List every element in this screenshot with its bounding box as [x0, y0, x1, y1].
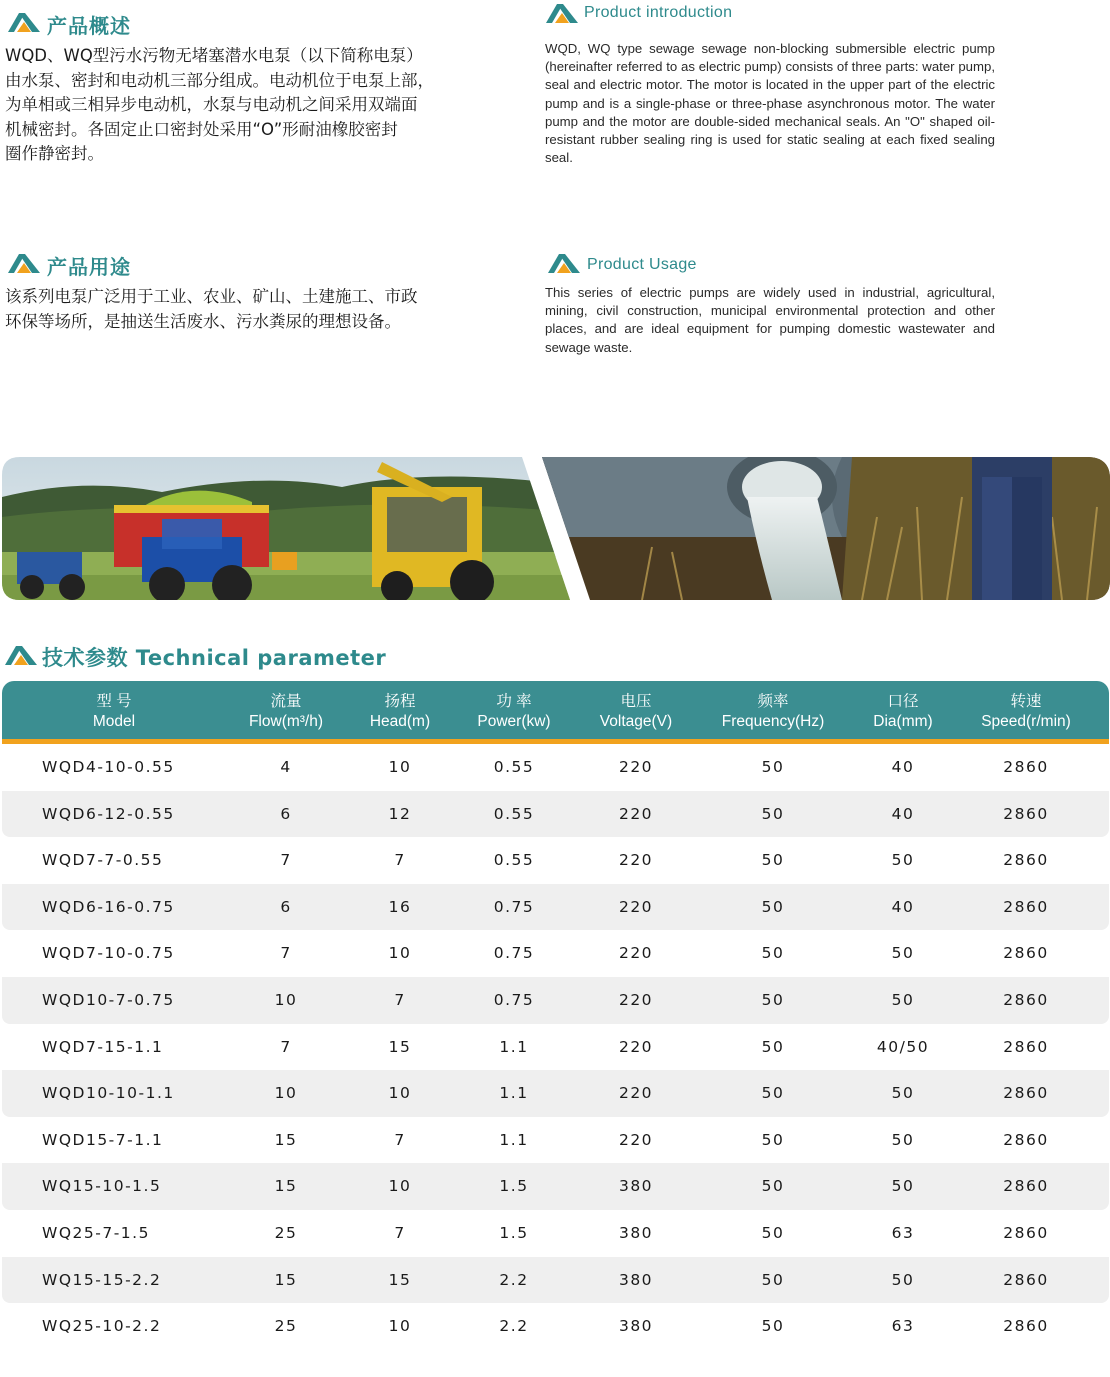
column-header-cn: 扬程 [384, 693, 416, 710]
table-cell: 220 [618, 1037, 654, 1056]
model-cell: WQD10-7-0.75 [42, 990, 175, 1009]
table-cell: 220 [618, 758, 654, 776]
water-pipe-photo [542, 457, 1110, 600]
table-cell: 2860 [1003, 758, 1049, 776]
table-cell: 40 [891, 897, 915, 916]
column-header-en: Speed(r/min) [981, 713, 1071, 730]
table-cell: 63 [891, 1223, 915, 1242]
table-cell: 0.75 [493, 990, 535, 1009]
table-cell: 7 [394, 990, 406, 1009]
usage-body-en: This series of electric pumps are widely used in industrial, agricultural, mining, civil construction, municipal environmental protection and other places, and are ideal equipment for pumping domestic wastewater and sewage waste. [545, 285, 995, 355]
table-cell: 15 [388, 1270, 412, 1289]
column-header-en: Head(m) [369, 713, 431, 730]
table-body [2, 744, 1109, 1350]
table-cell: 6 [280, 897, 292, 916]
table-cell: 15 [274, 1177, 298, 1196]
usage-cn-line: 该系列电泵广泛用于工业、农业、矿山、土建施工、市政 [5, 287, 418, 306]
model-cell: WQD7-7-0.55 [42, 851, 164, 870]
table-row [2, 884, 1109, 931]
table-cell: 50 [761, 851, 785, 870]
column-header-en: Frequency(Hz) [721, 713, 825, 730]
table-cell: 12 [388, 804, 412, 823]
tech-title: 技术参数 Technical parameter [42, 646, 387, 670]
brand-logo-icon [544, 2, 580, 24]
column-header-cn: 频率 [757, 693, 789, 710]
table-cell: 2860 [1003, 1177, 1049, 1196]
table-cell: 50 [761, 1223, 785, 1242]
intro-body-en: WQD, WQ type sewage sewage non-blocking submersible electric pump (hereinafter referred to as electric pump) consists of three parts: water pump, seal and electric motor. The motor is located in the upper part of the electric pump and is a single-phase or three-phase asynchronous motor. The water pump and the motor are double-sided mechanical seals. An "O" shaped oil-resistant rubber sealing ring is used for static sealing at each fixed sealing seal. [545, 41, 995, 166]
table-cell: 1.1 [499, 1130, 529, 1149]
table-cell: 2860 [1003, 897, 1049, 916]
table-cell: 16 [388, 897, 412, 916]
model-cell: WQD7-15-1.1 [42, 1037, 164, 1056]
column-header-en: Voltage(V) [599, 713, 673, 730]
table-cell: 50 [891, 1270, 915, 1289]
table-cell: 10 [388, 1177, 412, 1196]
table-cell: 2860 [1003, 990, 1049, 1009]
usage-body-cn [5, 285, 475, 334]
table-row [2, 1303, 1109, 1350]
column-header [226, 692, 346, 732]
table-cell: 25 [274, 1317, 298, 1336]
table-cell: 2860 [1003, 1223, 1049, 1242]
brand-logo-icon [546, 252, 582, 274]
table-cell: 1.5 [499, 1223, 529, 1242]
intro-title-cn: 产品概述 [47, 14, 131, 38]
table-cell: 220 [618, 1130, 654, 1149]
table-cell: 2860 [1003, 1037, 1049, 1056]
table-cell: 50 [891, 1177, 915, 1196]
column-header-en: Model [92, 713, 136, 730]
model-cell: WQ25-10-2.2 [42, 1317, 162, 1336]
column-header-en: Flow(m³/h) [248, 713, 324, 730]
model-cell: WQD15-7-1.1 [42, 1130, 164, 1149]
table-cell: 10 [388, 944, 412, 963]
table-cell: 7 [280, 851, 292, 870]
table-cell: 10 [274, 1084, 298, 1103]
model-cell: WQD6-12-0.55 [42, 804, 175, 823]
table-cell: 220 [618, 897, 654, 916]
table-cell: 2860 [1003, 1317, 1049, 1336]
table-cell: 380 [618, 1270, 654, 1289]
table-cell: 50 [761, 1084, 785, 1103]
table-cell: 15 [388, 1037, 412, 1056]
table-cell: 220 [618, 804, 654, 823]
table-row [2, 1163, 1109, 1210]
table-cell: 2860 [1003, 804, 1049, 823]
column-header-cn: 型 号 [96, 693, 132, 710]
column-header-en: Dia(mm) [873, 713, 933, 730]
intro-cn-line: 由水泵、密封和电动机三部分组成。电动机位于电泵上部， [5, 70, 434, 90]
table-cell: 15 [274, 1270, 298, 1289]
usage-cn-line: 环保等场所，是抽送生活废水、污水粪尿的理想设备。 [5, 311, 401, 331]
table-cell: 2860 [1003, 1130, 1049, 1149]
column-header-cn: 功 率 [496, 693, 532, 710]
table-cell: 0.55 [493, 804, 535, 823]
table-cell: 50 [761, 1270, 785, 1289]
usage-title-cn: 产品用途 [47, 255, 131, 279]
table-cell: 10 [274, 990, 298, 1009]
table-cell: 2.2 [499, 1317, 529, 1336]
tech-table [2, 681, 1109, 1350]
table-cell: 50 [761, 897, 785, 916]
brand-logo-icon [6, 252, 42, 274]
table-cell: 220 [618, 1084, 654, 1103]
table-cell: 7 [280, 1037, 292, 1056]
model-cell: WQ25-7-1.5 [42, 1223, 150, 1242]
table-cell: 40/50 [876, 1037, 930, 1056]
table-cell: 7 [394, 1223, 406, 1242]
table-cell: 2860 [1003, 1084, 1049, 1103]
table-cell: 25 [274, 1223, 298, 1242]
table-row [2, 791, 1109, 838]
intro-cn-line: 机械密封。各固定止口密封处采用“O”形耐油橡胶密封 [5, 119, 398, 139]
brand-logo-icon [6, 11, 42, 33]
model-cell: WQD7-10-0.75 [42, 944, 175, 963]
column-header [951, 692, 1101, 732]
table-row [2, 837, 1109, 884]
table-cell: 220 [618, 944, 654, 963]
intro-title-en: Product introduction [584, 4, 733, 21]
table-cell: 15 [274, 1130, 298, 1149]
intro-body-cn [5, 44, 475, 167]
model-cell: WQ15-15-2.2 [42, 1270, 162, 1289]
table-row [2, 1210, 1109, 1257]
intro-cn-line: WQD、WQ型污水污物无堵塞潜水电泵（以下简称电泵） [5, 46, 423, 65]
intro-cn-line: 为单相或三相异步电动机，水泵与电动机之间采用双端面 [5, 95, 418, 114]
table-cell: 50 [891, 851, 915, 870]
table-cell: 50 [891, 1130, 915, 1149]
column-header-cn: 口径 [887, 693, 919, 710]
table-cell: 40 [891, 804, 915, 823]
table-cell: 0.55 [493, 851, 535, 870]
farm-machinery-photo [2, 457, 570, 600]
table-cell: 50 [761, 990, 785, 1009]
column-header-en: Power(kw) [477, 713, 551, 730]
table-cell: 1.5 [499, 1177, 529, 1196]
table-cell: 380 [618, 1177, 654, 1196]
table-cell: 1.1 [499, 1084, 529, 1103]
table-row [2, 744, 1109, 791]
table-cell: 50 [761, 1037, 785, 1056]
table-cell: 0.55 [493, 758, 535, 776]
model-cell: WQD4-10-0.55 [42, 758, 175, 776]
table-cell: 380 [618, 1317, 654, 1336]
column-header [459, 692, 569, 732]
table-row [2, 1257, 1109, 1304]
table-cell: 10 [388, 1317, 412, 1336]
table-cell: 220 [618, 990, 654, 1009]
table-cell: 50 [891, 1084, 915, 1103]
table-cell: 380 [618, 1223, 654, 1242]
table-header [2, 681, 1109, 739]
table-cell: 7 [394, 851, 406, 870]
column-header [698, 692, 848, 732]
table-cell: 2860 [1003, 851, 1049, 870]
table-cell: 50 [761, 1317, 785, 1336]
table-cell: 63 [891, 1317, 915, 1336]
table-cell: 50 [761, 758, 785, 776]
column-header [848, 692, 958, 732]
table-row [2, 1024, 1109, 1071]
table-cell: 50 [761, 1177, 785, 1196]
table-cell: 7 [394, 1130, 406, 1149]
model-cell: WQD10-10-1.1 [42, 1084, 175, 1103]
table-row [2, 1070, 1109, 1117]
column-header-cn: 电压 [620, 693, 652, 710]
table-cell: 0.75 [493, 897, 535, 916]
table-cell: 2860 [1003, 944, 1049, 963]
intro-cn-line: 圈作静密封。 [5, 144, 104, 163]
column-header [29, 692, 199, 732]
table-cell: 50 [761, 804, 785, 823]
table-cell: 0.75 [493, 944, 535, 963]
table-cell: 50 [891, 944, 915, 963]
table-cell: 7 [280, 944, 292, 963]
table-cell: 50 [761, 1130, 785, 1149]
model-cell: WQ15-10-1.5 [42, 1177, 162, 1196]
table-cell: 50 [891, 990, 915, 1009]
brand-logo-icon [3, 644, 39, 666]
usage-title-en: Product Usage [587, 256, 697, 273]
table-cell: 50 [761, 944, 785, 963]
table-cell: 6 [280, 804, 292, 823]
table-cell: 2860 [1003, 1270, 1049, 1289]
column-header [345, 692, 455, 732]
model-cell: WQD6-16-0.75 [42, 897, 175, 916]
table-row [2, 1117, 1109, 1164]
table-cell: 1.1 [499, 1037, 529, 1056]
column-header-cn: 流量 [270, 693, 302, 710]
table-cell: 4 [280, 758, 292, 776]
table-cell: 220 [618, 851, 654, 870]
column-header-cn: 转速 [1010, 693, 1042, 710]
table-row [2, 930, 1109, 977]
column-header [581, 692, 691, 732]
table-cell: 10 [388, 758, 412, 776]
table-cell: 2.2 [499, 1270, 529, 1289]
table-cell: 10 [388, 1084, 412, 1103]
table-cell: 40 [891, 758, 915, 776]
table-row [2, 977, 1109, 1024]
